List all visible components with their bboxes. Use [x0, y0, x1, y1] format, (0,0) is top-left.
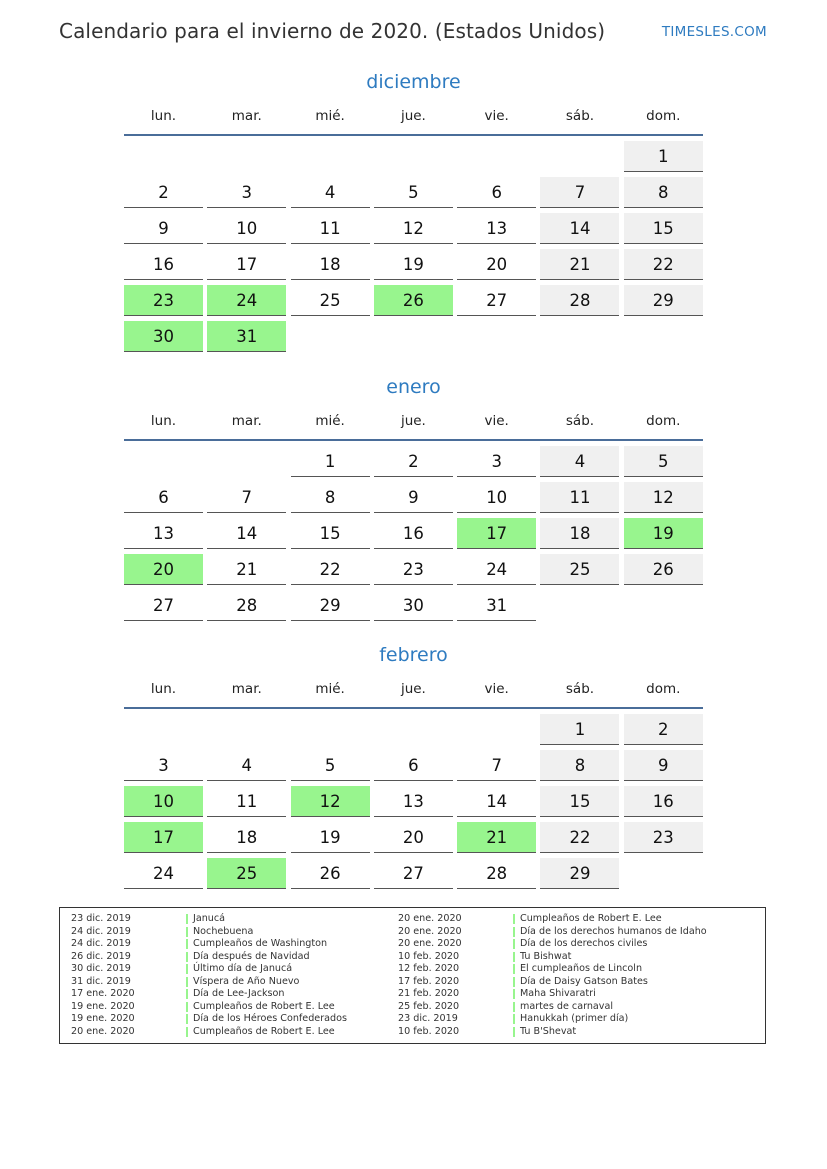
day-cell: 22 — [540, 822, 619, 853]
day-cell: 28 — [207, 590, 286, 621]
empty-cell — [457, 141, 536, 171]
day-cell: 27 — [124, 590, 203, 621]
day-cell-holiday: 21 — [457, 822, 536, 853]
page-title: Calendario para el invierno de 2020. (Estados Unidos) — [59, 19, 606, 43]
empty-cell — [457, 714, 536, 744]
month-january — [124, 375, 703, 621]
holiday-legend — [59, 907, 766, 1044]
day-cell-holiday: 10 — [124, 786, 203, 817]
legend-color-bar — [186, 1014, 188, 1024]
legend-color-bar — [513, 1027, 515, 1037]
month-divider — [124, 707, 703, 709]
day-cell: 25 — [540, 554, 619, 585]
day-cell: 12 — [374, 213, 453, 244]
legend-holiday-name: martes de carnaval — [520, 1000, 614, 1012]
legend-holiday-name: Cumpleaños de Washington — [193, 938, 328, 950]
day-cell: 7 — [457, 750, 536, 781]
day-cell: 10 — [457, 482, 536, 513]
day-cell: 4 — [207, 750, 286, 781]
day-cell: 17 — [207, 249, 286, 280]
legend-holiday-name: Cumpleaños de Robert E. Lee — [520, 913, 662, 924]
weekday-label: mar. — [231, 413, 262, 429]
legend-holiday-name: Día de Daisy Gatson Bates — [520, 975, 648, 987]
day-cell: 15 — [291, 518, 370, 549]
legend-color-bar — [186, 939, 188, 949]
day-cell: 11 — [540, 482, 619, 513]
day-cell: 5 — [624, 446, 703, 477]
day-cell: 7 — [207, 482, 286, 513]
day-cell: 27 — [374, 858, 453, 889]
month-name: febrero — [379, 644, 448, 666]
legend-date: 23 dic. 2019 — [71, 913, 131, 924]
legend-date: 12 feb. 2020 — [398, 963, 460, 975]
legend-color-bar — [513, 939, 515, 949]
day-cell: 13 — [457, 213, 536, 244]
weekday-label: vie. — [484, 413, 509, 429]
day-cell-holiday: 31 — [207, 321, 286, 352]
day-cell: 18 — [540, 518, 619, 549]
day-cell: 23 — [624, 822, 703, 853]
weekday-label: dom. — [646, 681, 681, 697]
legend-date: 19 ene. 2020 — [71, 1013, 135, 1025]
legend-color-bar — [513, 927, 515, 937]
weekday-label: sáb. — [565, 108, 595, 124]
day-cell: 10 — [207, 213, 286, 244]
legend-date: 26 dic. 2019 — [71, 950, 131, 962]
day-cell: 9 — [624, 750, 703, 781]
legend-date: 10 feb. 2020 — [398, 950, 460, 962]
legend-color-bar — [186, 989, 188, 999]
day-cell: 16 — [374, 518, 453, 549]
legend-date: 20 ene. 2020 — [398, 938, 462, 950]
day-cell: 26 — [624, 554, 703, 585]
day-cell: 23 — [374, 554, 453, 585]
legend-date: 24 dic. 2019 — [71, 925, 131, 937]
day-cell: 3 — [124, 750, 203, 781]
day-cell: 18 — [207, 822, 286, 853]
legend-holiday-name: Janucá — [193, 913, 226, 924]
month-february — [124, 643, 703, 889]
weekday-label: sáb. — [565, 413, 595, 429]
day-cell: 28 — [457, 858, 536, 889]
day-cell: 14 — [457, 786, 536, 817]
weekday-label: jue. — [400, 108, 426, 124]
weekday-label: lun. — [150, 681, 177, 697]
day-cell: 11 — [207, 786, 286, 817]
day-cell: 22 — [624, 249, 703, 280]
day-cell: 2 — [124, 177, 203, 208]
empty-cell — [207, 141, 286, 171]
day-cell: 9 — [374, 482, 453, 513]
weekday-label: vie. — [484, 681, 509, 697]
day-cell: 5 — [291, 750, 370, 781]
legend-holiday-name: Cumpleaños de Robert E. Lee — [193, 1000, 335, 1012]
legend-date: 30 dic. 2019 — [71, 963, 131, 975]
month-name: diciembre — [366, 71, 461, 93]
legend-holiday-name: Hanukkah (primer día) — [520, 1013, 629, 1025]
days-grid — [124, 446, 703, 621]
legend-holiday-name: Día después de Navidad — [193, 950, 310, 962]
weekday-label: dom. — [646, 413, 681, 429]
month-name: enero — [386, 376, 441, 398]
empty-cell — [124, 714, 203, 744]
day-cell: 22 — [291, 554, 370, 585]
legend-color-bar — [186, 964, 188, 974]
legend-holiday-name: Día de los Héroes Confederados — [193, 1013, 347, 1025]
weekday-header — [124, 411, 703, 431]
day-cell: 8 — [291, 482, 370, 513]
weekday-label: dom. — [646, 108, 681, 124]
legend-date: 23 dic. 2019 — [398, 1013, 458, 1025]
empty-cell — [124, 141, 203, 171]
empty-cell — [374, 141, 453, 171]
day-cell-holiday: 30 — [124, 321, 203, 352]
day-cell-holiday: 19 — [624, 518, 703, 549]
weekday-label: mié. — [315, 681, 345, 697]
day-cell: 21 — [540, 249, 619, 280]
day-cell-holiday: 23 — [124, 285, 203, 316]
legend-holiday-name: Día de los derechos civiles — [520, 938, 648, 950]
day-cell-holiday: 24 — [207, 285, 286, 316]
days-grid — [124, 141, 703, 352]
legend-color-bar — [186, 914, 188, 924]
brand-link[interactable]: TIMESLES.COM — [661, 24, 767, 40]
month-divider — [124, 134, 703, 136]
day-cell: 6 — [457, 177, 536, 208]
day-cell: 12 — [624, 482, 703, 513]
day-cell-holiday: 17 — [124, 822, 203, 853]
weekday-header — [124, 679, 703, 699]
legend-color-bar — [513, 989, 515, 999]
day-cell: 3 — [207, 177, 286, 208]
legend-date: 19 ene. 2020 — [71, 1000, 135, 1012]
legend-holiday-name: Día de Lee-Jackson — [193, 988, 285, 1000]
legend-date: 20 ene. 2020 — [71, 1025, 135, 1037]
weekday-label: mié. — [315, 108, 345, 124]
day-cell: 29 — [540, 858, 619, 889]
day-cell: 15 — [540, 786, 619, 817]
day-cell: 6 — [124, 482, 203, 513]
empty-cell — [291, 141, 370, 171]
legend-holiday-name: Cumpleaños de Robert E. Lee — [193, 1025, 335, 1037]
legend-color-bar — [513, 1002, 515, 1012]
day-cell-holiday: 12 — [291, 786, 370, 817]
day-cell: 13 — [374, 786, 453, 817]
empty-cell — [540, 141, 619, 171]
day-cell: 25 — [291, 285, 370, 316]
legend-color-bar — [513, 914, 515, 924]
day-cell-holiday: 25 — [207, 858, 286, 889]
day-cell: 21 — [207, 554, 286, 585]
legend-color-bar — [513, 964, 515, 974]
day-cell: 18 — [291, 249, 370, 280]
weekday-label: lun. — [150, 108, 177, 124]
legend-color-bar — [186, 1027, 188, 1037]
day-cell: 9 — [124, 213, 203, 244]
day-cell: 1 — [624, 141, 703, 172]
day-cell: 24 — [124, 858, 203, 889]
legend-date: 31 dic. 2019 — [71, 975, 131, 987]
weekday-header — [124, 106, 703, 126]
day-cell: 1 — [540, 714, 619, 745]
day-cell: 19 — [291, 822, 370, 853]
day-cell: 16 — [124, 249, 203, 280]
day-cell-holiday: 20 — [124, 554, 203, 585]
day-cell: 30 — [374, 590, 453, 621]
legend-date: 24 dic. 2019 — [71, 938, 131, 950]
legend-color-bar — [186, 977, 188, 987]
legend-holiday-name: Día de los derechos humanos de Idaho — [520, 925, 707, 937]
day-cell: 19 — [374, 249, 453, 280]
day-cell-holiday: 17 — [457, 518, 536, 549]
legend-date: 21 feb. 2020 — [398, 988, 460, 1000]
day-cell: 29 — [624, 285, 703, 316]
weekday-label: mar. — [231, 681, 262, 697]
weekday-label: vie. — [484, 108, 509, 124]
legend-date: 17 ene. 2020 — [71, 988, 135, 1000]
day-cell: 28 — [540, 285, 619, 316]
month-divider — [124, 439, 703, 441]
day-cell: 27 — [457, 285, 536, 316]
legend-date: 20 ene. 2020 — [398, 913, 462, 924]
empty-cell — [291, 714, 370, 744]
day-cell: 3 — [457, 446, 536, 477]
day-cell: 2 — [374, 446, 453, 477]
legend-holiday-name: Tu B'Shevat — [520, 1025, 577, 1037]
day-cell: 1 — [291, 446, 370, 477]
day-cell: 4 — [540, 446, 619, 477]
legend-holiday-name: El cumpleaños de Lincoln — [520, 963, 643, 975]
weekday-label: lun. — [150, 413, 177, 429]
legend-holiday-name: Maha Shivaratri — [520, 988, 596, 1000]
day-cell: 5 — [374, 177, 453, 208]
empty-cell — [374, 714, 453, 744]
legend-holiday-name: Víspera de Año Nuevo — [193, 975, 300, 987]
day-cell: 20 — [457, 249, 536, 280]
weekday-label: mié. — [315, 413, 345, 429]
day-cell: 13 — [124, 518, 203, 549]
legend-color-bar — [513, 977, 515, 987]
legend-date: 10 feb. 2020 — [398, 1025, 460, 1037]
day-cell: 14 — [540, 213, 619, 244]
day-cell: 26 — [291, 858, 370, 889]
empty-cell — [207, 446, 286, 476]
legend-color-bar — [186, 952, 188, 962]
day-cell: 31 — [457, 590, 536, 621]
legend-color-bar — [186, 1002, 188, 1012]
legend-holiday-name: Nochebuena — [193, 925, 254, 937]
weekday-label: sáb. — [565, 681, 595, 697]
legend-date: 25 feb. 2020 — [398, 1000, 460, 1012]
day-cell-holiday: 26 — [374, 285, 453, 316]
day-cell: 8 — [540, 750, 619, 781]
legend-color-bar — [513, 952, 515, 962]
day-cell: 16 — [624, 786, 703, 817]
weekday-label: jue. — [400, 413, 426, 429]
legend-holiday-name: Tu Bishwat — [520, 950, 572, 962]
day-cell: 29 — [291, 590, 370, 621]
month-december — [124, 70, 703, 352]
empty-cell — [207, 714, 286, 744]
legend-color-bar — [186, 927, 188, 937]
day-cell: 24 — [457, 554, 536, 585]
weekday-label: jue. — [400, 681, 426, 697]
legend-color-bar — [513, 1014, 515, 1024]
day-cell: 6 — [374, 750, 453, 781]
days-grid — [124, 714, 703, 889]
day-cell: 11 — [291, 213, 370, 244]
day-cell: 8 — [624, 177, 703, 208]
day-cell: 4 — [291, 177, 370, 208]
day-cell: 2 — [624, 714, 703, 745]
legend-holiday-name: Último día de Janucá — [193, 963, 293, 975]
day-cell: 15 — [624, 213, 703, 244]
legend-date: 20 ene. 2020 — [398, 925, 462, 937]
legend-date: 17 feb. 2020 — [398, 975, 460, 987]
day-cell: 7 — [540, 177, 619, 208]
weekday-label: mar. — [231, 108, 262, 124]
empty-cell — [124, 446, 203, 476]
day-cell: 14 — [207, 518, 286, 549]
day-cell: 20 — [374, 822, 453, 853]
